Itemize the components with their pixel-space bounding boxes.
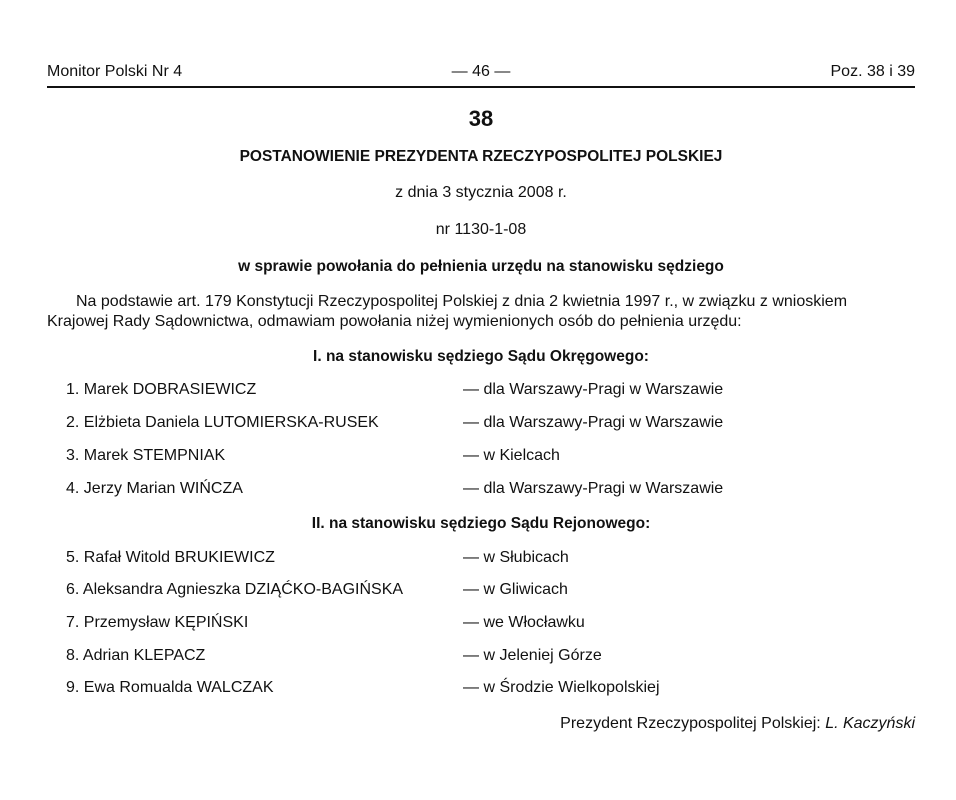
court-location: — w Jeleniej Górze: [463, 647, 602, 664]
court-location: — we Włocławku: [463, 614, 585, 631]
person-name: 2. Elżbieta Daniela LUTOMIERSKA-RUSEK: [66, 414, 379, 431]
document-page: [47, 60, 915, 732]
court-location: — w Kielcach: [463, 447, 560, 464]
person-name: 6. Aleksandra Agnieszka DZIĄĆKO-BAGIŃSKA: [66, 581, 404, 598]
court-location: — dla Warszawy-Pragi w Warszawie: [463, 480, 724, 497]
header-journal-issue: Monitor Polski Nr 4: [47, 63, 183, 80]
person-name: 4. Jerzy Marian WIŃCZA: [66, 480, 243, 497]
header-rule: [47, 86, 915, 88]
section-heading-regional-court: II. na stanowisku sędziego Sądu Rejonowego:: [311, 515, 651, 532]
act-subject: w sprawie powołania do pełnienia urzędu na stanowisku sędziego: [238, 258, 724, 275]
preamble-line-1: Na podstawie art. 179 Konstytucji Rzeczypospolitej Polskiej z dnia 2 kwietnia 1997 r., w związku z wnioskiem: [76, 293, 848, 310]
preamble: [47, 292, 915, 332]
signatory-name: L. Kaczyński: [825, 715, 915, 732]
signatory-role: Prezydent Rzeczypospolitej Polskiej:: [560, 715, 821, 732]
preamble-line-2: Krajowej Rady Sądownictwa, odmawiam powołania niżej wymienionych osób do pełnienia urzędu:: [47, 313, 742, 330]
header-page-number: — 46 —: [451, 63, 511, 80]
act-number: nr 1130-1-08: [435, 221, 527, 238]
court-location: — w Środzie Wielkopolskiej: [463, 679, 660, 696]
court-location: — dla Warszawy-Pragi w Warszawie: [463, 381, 724, 398]
court-location: — dla Warszawy-Pragi w Warszawie: [463, 414, 724, 431]
court-location: — w Słubicach: [463, 549, 569, 566]
person-name: 1. Marek DOBRASIEWICZ: [66, 381, 257, 398]
act-date: z dnia 3 stycznia 2008 r.: [395, 184, 567, 201]
person-name: 9. Ewa Romualda WALCZAK: [66, 679, 274, 696]
person-name: 8. Adrian KLEPACZ: [66, 647, 206, 664]
act-title: POSTANOWIENIE PREZYDENTA RZECZYPOSPOLITEJ POLSKIEJ: [239, 148, 723, 165]
position-number: 38: [468, 106, 494, 131]
header-positions: Poz. 38 i 39: [830, 63, 915, 80]
page-header: [47, 60, 915, 84]
court-location: — w Gliwicach: [463, 581, 568, 598]
person-name: 3. Marek STEMPNIAK: [66, 447, 226, 464]
signature-block: [560, 715, 915, 733]
section-heading-district-court: I. na stanowisku sędziego Sądu Okręgowego:: [313, 348, 649, 365]
person-name: 5. Rafał Witold BRUKIEWICZ: [66, 549, 275, 566]
person-name: 7. Przemysław KĘPIŃSKI: [66, 614, 249, 631]
